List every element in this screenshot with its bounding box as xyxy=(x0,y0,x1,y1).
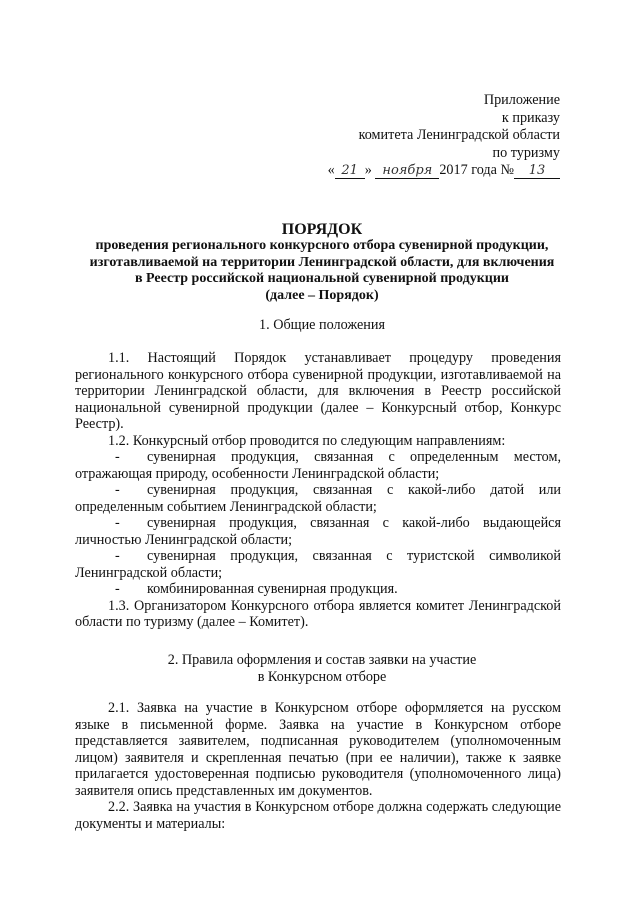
paragraph-1-2: 1.2. Конкурсный отбор проводится по следующим направлениям: xyxy=(108,432,506,449)
list-item: - сувенирная продукция, связанная с определенным местом, отражающая природу, особенности Ленинградской области; xyxy=(75,449,561,482)
date-year-label: 2017 года № xyxy=(439,162,514,178)
paragraph-1-1: 1.1. Настоящий Порядок устанавливает процедуру проведения регионального конкурсного отбора сувенирной продукции, изготавливаемой на территории Ленинградской области, для включения в Реестр российской национальной сувенирной продукции (далее – Конкурсный отбор, Конкурс Реестр). xyxy=(75,350,561,432)
list-item: - сувенирная продукция, связанная с туристской символикой Ленинградской области; xyxy=(75,548,561,581)
list-item: - сувенирная продукция, связанная с какой-либо датой или определенным событием Ленинградской области; xyxy=(75,482,561,515)
section-1-heading: 1. Общие положения xyxy=(259,317,385,333)
date-month-handwritten: ноября xyxy=(375,164,439,179)
subtitle-line: в Реестр российской национальной сувенирной продукции xyxy=(134,271,509,286)
date-day-handwritten: 21 xyxy=(335,164,365,179)
subtitle-line: изготавливаемой на территории Ленинградской области, для включения xyxy=(89,254,555,270)
appendix-line: к приказу xyxy=(501,109,560,126)
appendix-line: Приложение xyxy=(483,92,560,108)
date-open-quote: « xyxy=(327,162,335,178)
appendix-line: комитета Ленинградской области xyxy=(358,127,560,143)
subtitle-line: (далее – Порядок) xyxy=(265,287,379,303)
paragraph-2-2: 2.2. Заявка на участия в Конкурсном отборе должна содержать следующие документы и материалы: xyxy=(75,799,561,832)
appendix-block xyxy=(328,92,560,180)
section-2-heading-line: в Конкурсном отборе xyxy=(257,668,387,685)
date-close-quote: » xyxy=(364,162,372,178)
order-number-handwritten: 13 xyxy=(514,164,560,179)
order-date-line xyxy=(328,162,560,180)
document-subtitle xyxy=(72,238,572,304)
paragraph-2-1: 2.1. Заявка на участие в Конкурсном отборе оформляется на русском языке в письменной форме. Заявка на участие в Конкурсном отборе представляется заявителем, подписанная руководителем (уполномоченным лицом) заявителя и скрепленная печатью (при ее наличии), также к заявке прилагается удостоверенная подписью руководителя (уполномоченного лица) заявителя опись представленных им документов. xyxy=(75,700,561,799)
list-item: - сувенирная продукция, связанная с какой-либо выдающейся личностью Ленинградской области; xyxy=(75,515,561,548)
paragraph-1-3: 1.3. Организатором Конкурсного отбора является комитет Ленинградской области по туризму (далее – Комитет). xyxy=(75,597,561,630)
section-2-body xyxy=(75,700,561,832)
section-1-body xyxy=(75,350,561,631)
document-title: ПОРЯДОК xyxy=(281,221,363,238)
appendix-line: по туризму xyxy=(492,144,560,161)
subtitle-line: проведения регионального конкурсного отбора сувенирной продукции, xyxy=(95,238,549,253)
list-item: - комбинированная сувенирная продукция. xyxy=(115,581,398,597)
section-2-heading xyxy=(72,652,572,685)
section-2-heading-line: 2. Правила оформления и состав заявки на участие xyxy=(167,652,477,668)
